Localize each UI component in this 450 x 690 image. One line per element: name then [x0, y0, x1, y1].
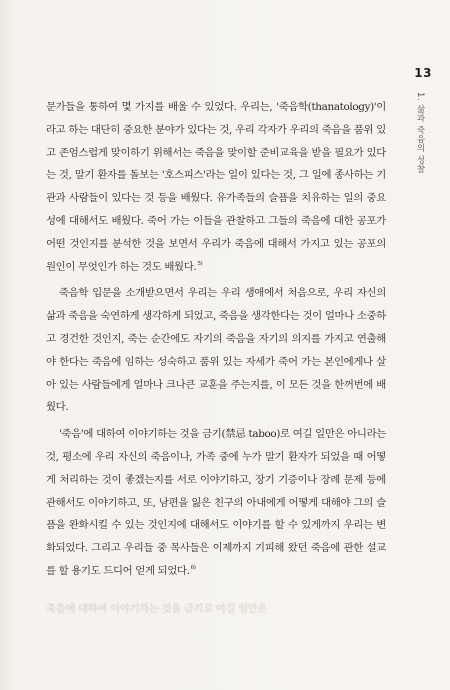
bleed-through-text: 죽음에 대하여 이야기하는 것을 금기로 여길 일만은 [46, 603, 268, 615]
page-number: 13 [414, 66, 432, 80]
body-text [46, 96, 386, 587]
paragraph-1 [46, 96, 386, 278]
paragraph-2-text: 죽음학 입문을 소개받으면서 우리는 우리 생애에서 처음으로, 우리 자신의 삶과 죽음을 숙연하게 생각하게 되었고, 죽음을 생각한다는 것이 얼마나 소중하고 경건한 것인지, 죽는 순간에도 자기의 죽음을 자기의 의지를 가지고 연출해야 한다는 죽음에 임하는 성숙하고 품위 있는 자세가 죽어 가는 본인에게나 살아 있는 사람들에게 얼마나 크나큰 교훈을 주는지를, 이 모든 것을 한꺼번에 배웠다. [46, 287, 386, 414]
footnote-marker-6: 6) [190, 565, 196, 572]
paragraph-2 [46, 282, 386, 419]
paragraph-3-text: '죽음'에 대하여 이야기하는 것을 금기(禁忌 taboo)로 여길 일만은 아니라는 것, 평소에 우리 자신의 죽음이나, 가족 중에 누가 말기 환자가 되었을 때 어떻게 처리하는 것이 좋겠는지를 서로 이야기하고, 장기 기증이나 장례 문제 등에 관해서도 이야기하고, 또, 남편을 잃은 친구의 아내에게 어떻게 대해야 그의 슬픔을 완화시킬 수 있는 것인지에 대해서도 이야기를 할 수 있게까지 우리는 변화되었다. 그리고 우리들 중 목사들은 이제까지 기피해 왔던 죽음에 관한 설교를 할 용기도 드디어 얻게 되었다. [46, 428, 386, 577]
paragraph-1-text: 문가들을 통하여 몇 가지를 배울 수 있었다. 우리는, '죽음학(thanatology)'이라고 하는 대단히 중요한 분야가 있다는 것, 우리 각자가 우리의 죽음을 품위 있고 존엄스럽게 맞이하기 위해서는 죽음을 맞이할 준비교육을 받을 필요가 있다는 것, 말기 환자를 돌보는 '호스피스'라는 일이 있다는 것, 그 일에 종사하는 기관과 사람들이 있다는 것 등을 배웠다. 유가족들의 슬픔을 치유하는 일의 중요성에 대해서도 배웠다. 죽어 가는 이들을 관찰하고 그들의 죽음에 대한 공포가 어떤 것인지를 분석한 것을 보면서 우리가 죽음에 대해서 가지고 있는 공포의 원인이 무엇인가 하는 것도 배웠다. [46, 101, 386, 273]
footnote-marker-5: 5) [197, 261, 203, 268]
running-head: 1. 삶과 죽음의 성찰 [415, 92, 425, 174]
paragraph-3 [46, 423, 386, 583]
